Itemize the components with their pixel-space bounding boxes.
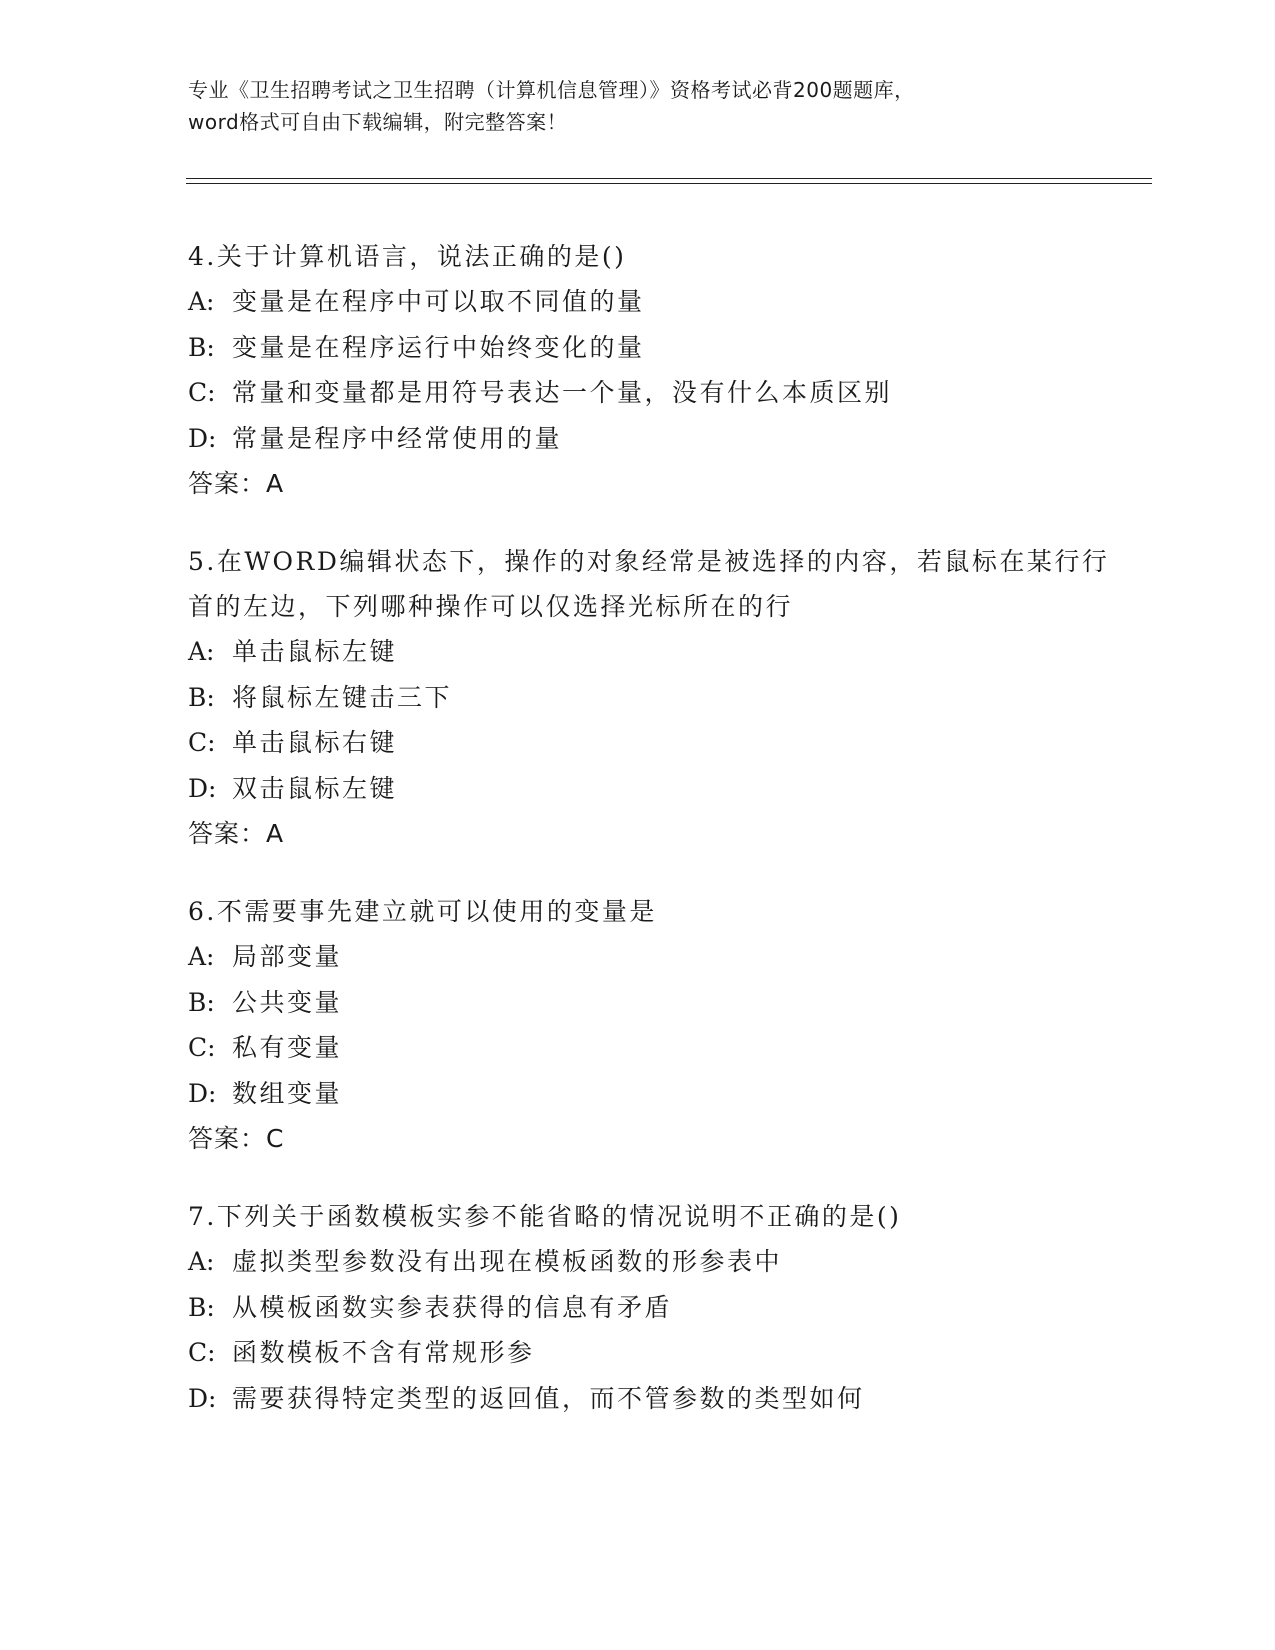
answer-label: 答案：A	[188, 819, 285, 848]
question-stem: 4.关于计算机语言，说法正确的是()	[188, 242, 627, 271]
option-b	[188, 675, 1118, 721]
question-list	[188, 234, 1118, 1454]
option-letter: D:	[188, 773, 217, 803]
option-text: 单击鼠标右键	[232, 728, 398, 757]
option-c	[188, 720, 1118, 766]
option-b	[188, 980, 1118, 1026]
question-stem: 6.不需要事先建立就可以使用的变量是	[188, 897, 657, 926]
option-d	[188, 416, 1118, 462]
option-letter: B:	[188, 682, 215, 712]
option-a	[188, 279, 1118, 325]
option-text: 常量是程序中经常使用的量	[232, 423, 563, 453]
option-letter: A:	[188, 1247, 215, 1276]
option-text: 数组变量	[232, 1078, 343, 1108]
question-stem: 5.在WORD编辑状态下，操作的对象经常是被选择的内容，若鼠标在某行行首的左边，下列哪种操作可以仅选择光标所在的行	[188, 547, 1110, 621]
option-c	[188, 1025, 1118, 1071]
option-letter: C:	[188, 1033, 216, 1062]
option-letter: D:	[188, 1383, 217, 1413]
option-text: 常量和变量都是用符号表达一个量，没有什么本质区别	[232, 378, 893, 407]
option-text: 单击鼠标左键	[232, 637, 398, 666]
option-text: 虚拟类型参数没有出现在模板函数的形参表中	[232, 1247, 783, 1276]
answer-label: 答案：C	[188, 1124, 285, 1153]
option-text: 公共变量	[232, 987, 343, 1017]
option-text: 函数模板不含有常规形参	[232, 1338, 535, 1367]
question-6	[188, 889, 1118, 1161]
option-d	[188, 1071, 1118, 1117]
question-5	[188, 539, 1118, 856]
option-c	[188, 1330, 1118, 1376]
option-text: 双击鼠标左键	[232, 773, 398, 803]
option-letter: B:	[188, 1292, 215, 1322]
header-line-2: word格式可自由下载编辑，附完整答案！	[188, 110, 568, 134]
header-line-1: 专业《卫生招聘考试之卫生招聘（计算机信息管理）》资格考试必背200题题库，	[188, 78, 915, 102]
option-c	[188, 370, 1118, 416]
option-b	[188, 325, 1118, 371]
option-text: 变量是在程序运行中始终变化的量	[232, 332, 645, 362]
option-letter: A:	[188, 942, 215, 971]
option-letter: B:	[188, 332, 215, 362]
question-7	[188, 1194, 1118, 1421]
question-4	[188, 234, 1118, 506]
option-text: 需要获得特定类型的返回值，而不管参数的类型如何	[232, 1383, 865, 1413]
option-letter: D:	[188, 423, 217, 453]
option-text: 从模板函数实参表获得的信息有矛盾	[232, 1292, 673, 1322]
option-a	[188, 1239, 1118, 1285]
option-text: 将鼠标左键击三下	[232, 682, 453, 712]
option-letter: C:	[188, 1338, 216, 1367]
option-letter: A:	[188, 637, 215, 666]
option-d	[188, 766, 1118, 812]
header-divider-bottom	[186, 183, 1152, 184]
option-letter: B:	[188, 987, 215, 1017]
option-a	[188, 629, 1118, 675]
option-letter: A:	[188, 287, 215, 316]
document-header	[188, 74, 1088, 138]
option-text: 变量是在程序中可以取不同值的量	[232, 287, 645, 316]
header-divider-top	[186, 178, 1152, 179]
option-letter: C:	[188, 728, 216, 757]
option-d	[188, 1376, 1118, 1422]
option-letter: D:	[188, 1078, 217, 1108]
question-stem: 7.下列关于函数模板实参不能省略的情况说明不正确的是()	[188, 1202, 902, 1231]
option-letter: C:	[188, 378, 216, 407]
option-text: 局部变量	[232, 942, 343, 971]
option-text: 私有变量	[232, 1033, 343, 1062]
option-b	[188, 1285, 1118, 1331]
answer-label: 答案：A	[188, 469, 285, 498]
option-a	[188, 934, 1118, 980]
